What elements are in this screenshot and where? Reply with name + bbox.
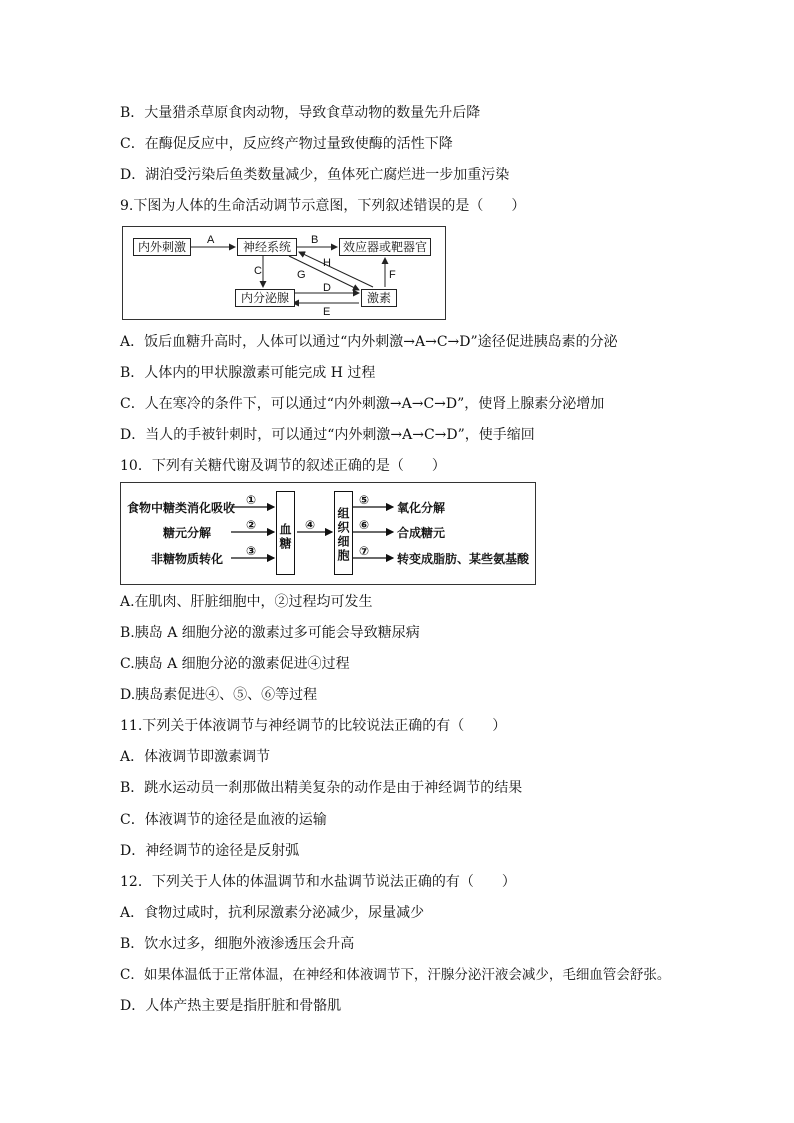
q8-option-b: B．大量猎杀草原食肉动物，导致食草动物的数量先升后降 bbox=[120, 105, 481, 121]
q9-regulation-diagram bbox=[122, 226, 446, 320]
label-a: A bbox=[207, 234, 215, 246]
label-d: D bbox=[323, 282, 331, 294]
q9-option-b: B．人体内的甲状腺激素可能完成 H 过程 bbox=[120, 365, 376, 381]
output-oxidation: 氧化分解 bbox=[397, 501, 446, 515]
box-effector: 效应器或靶器官 bbox=[339, 238, 431, 256]
num-6: ⑥ bbox=[359, 518, 370, 532]
q10-option-d: D.胰岛素促进④、⑤、⑥等过程 bbox=[120, 687, 318, 703]
q10-glucose-diagram bbox=[120, 482, 536, 585]
q11-option-a: A．体液调节即激素调节 bbox=[120, 749, 271, 765]
q11-option-c: C．体液调节的途径是血液的运输 bbox=[120, 812, 327, 828]
q11-stem: 11.下列关于体液调节与神经调节的比较说法正确的有（ ） bbox=[120, 718, 507, 734]
q12-option-c: C．如果体温低于正常体温，在神经和体液调节下，汗腺分泌汗液会减少，毛细血管会舒张。 bbox=[120, 967, 671, 983]
num-2: ② bbox=[246, 518, 257, 532]
q10-option-c: C.胰岛 A 细胞分泌的激素促进④过程 bbox=[120, 656, 350, 672]
output-glycogen: 合成糖元 bbox=[397, 526, 446, 540]
source-glycogen: 糖元分解 bbox=[163, 526, 212, 540]
label-g: G bbox=[297, 269, 306, 281]
q8-option-c: C．在酶促反应中，反应终产物过量致使酶的活性下降 bbox=[120, 136, 453, 152]
q10-stem: 10．下列有关糖代谢及调节的叙述正确的是（ ） bbox=[120, 458, 446, 474]
source-nonsugar: 非糖物质转化 bbox=[151, 552, 224, 566]
source-food: 食物中糖类消化吸收 bbox=[127, 501, 236, 515]
num-3: ③ bbox=[246, 544, 257, 558]
label-h: H bbox=[323, 257, 331, 269]
q9-option-c: C．人在寒冷的条件下，可以通过“内外刺激→A→C→D”，使肾上腺素分泌增加 bbox=[120, 396, 605, 412]
output-fat: 转变成脂肪、某些氨基酸 bbox=[397, 552, 530, 566]
arrow-h bbox=[299, 252, 373, 287]
box-nervous-system: 神经系统 bbox=[237, 238, 297, 256]
q10-option-a: A.在肌肉、肝脏细胞中，②过程均可发生 bbox=[120, 594, 373, 610]
box-endocrine: 内分泌腺 bbox=[235, 289, 295, 307]
box-blood-sugar: 血糖 bbox=[276, 491, 295, 575]
q8-option-d: D．湖泊受污染后鱼类数量减少，鱼体死亡腐烂进一步加重污染 bbox=[120, 167, 510, 183]
q11-option-d: D．神经调节的途径是反射弧 bbox=[120, 843, 300, 859]
box-tissue-cells: 组织细胞 bbox=[334, 491, 353, 575]
num-5: ⑤ bbox=[359, 493, 370, 507]
num-4: ④ bbox=[305, 518, 316, 532]
q12-option-a: A．食物过咸时，抗利尿激素分泌减少，尿量减少 bbox=[120, 905, 425, 921]
q12-stem: 12．下列关于人体的体温调节和水盐调节说法正确的有（ ） bbox=[120, 874, 516, 890]
label-e: E bbox=[323, 306, 331, 318]
num-7: ⑦ bbox=[359, 544, 370, 558]
q9-option-d: D．当人的手被针刺时，可以通过“内外刺激→A→C→D”，使手缩回 bbox=[120, 427, 535, 443]
q9-stem: 9.下图为人体的生命活动调节示意图，下列叙述错误的是（ ） bbox=[120, 198, 526, 214]
label-f: F bbox=[389, 269, 396, 281]
q9-option-a: A．饭后血糖升高时，人体可以通过“内外刺激→A→C→D”途径促进胰岛素的分泌 bbox=[120, 334, 618, 350]
box-hormone: 激素 bbox=[361, 289, 397, 307]
q10-option-b: B.胰岛 A 细胞分泌的激素过多可能会导致糖尿病 bbox=[120, 625, 420, 641]
num-1: ① bbox=[246, 493, 257, 507]
q12-option-b: B．饮水过多，细胞外液渗透压会升高 bbox=[120, 936, 355, 952]
box-stimulus: 内外刺激 bbox=[133, 238, 191, 256]
q12-option-d: D．人体产热主要是指肝脏和骨骼肌 bbox=[120, 998, 342, 1014]
q11-option-b: B．跳水运动员一刹那做出精美复杂的动作是由于神经调节的结果 bbox=[120, 780, 523, 796]
label-c: C bbox=[254, 265, 262, 277]
label-b: B bbox=[311, 234, 319, 246]
